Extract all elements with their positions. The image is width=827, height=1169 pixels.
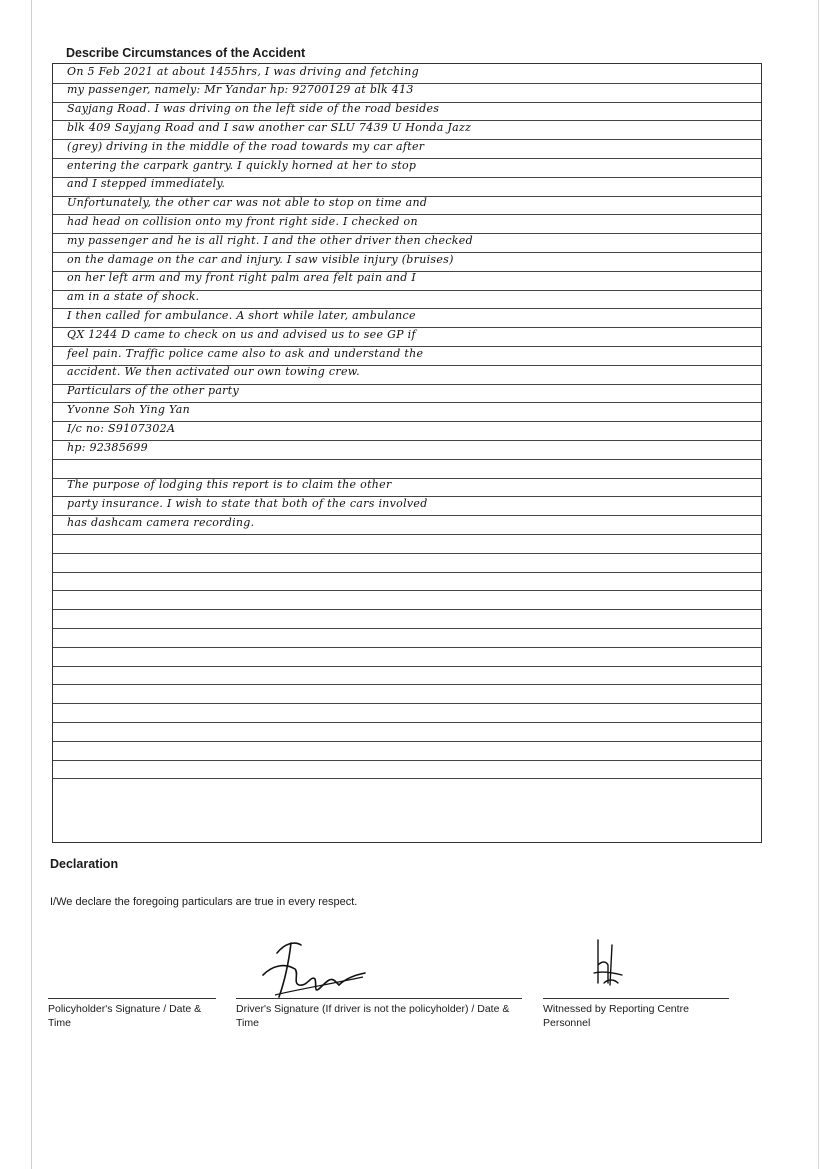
- statement-line: am in a state of shock.: [67, 290, 200, 303]
- statement-line: accident. We then activated our own towing crew.: [67, 365, 360, 378]
- policyholder-signature-line: [48, 998, 216, 999]
- circumstances-title: Describe Circumstances of the Accident: [66, 46, 306, 60]
- statement-line: Yvonne Soh Ying Yan: [67, 403, 190, 416]
- statement-line: my passenger and he is all right. I and the other driver then checked: [67, 234, 473, 247]
- witness-signature: [588, 935, 628, 995]
- statement-line: Sayjang Road. I was driving on the left side of the road besides: [67, 102, 440, 115]
- ruled-line: [53, 684, 761, 685]
- statement-line: and I stepped immediately.: [67, 177, 226, 190]
- ruled-line: [53, 628, 761, 629]
- statement-line: has dashcam camera recording.: [67, 516, 255, 529]
- ruled-line: [53, 722, 761, 723]
- driver-signature-label: Driver's Signature (If driver is not the policyholder) / Date & Time: [236, 1003, 510, 1029]
- statement-line: party insurance. I wish to state that both of the cars involved: [67, 497, 428, 510]
- statement-line: Particulars of the other party: [67, 384, 239, 397]
- ruled-line: [53, 553, 761, 554]
- witness-signature-label: Witnessed by Reporting Centre Personnel: [543, 1003, 689, 1029]
- statement-line: feel pain. Traffic police came also to ask and understand the: [67, 347, 424, 360]
- statement-line: on her left arm and my front right palm area felt pain and I: [67, 271, 417, 284]
- statement-line: QX 1244 D came to check on us and advised us to see GP if: [67, 328, 416, 341]
- driver-signature: [255, 935, 375, 1005]
- statement-line: had head on collision onto my front right side. I checked on: [67, 215, 418, 228]
- ruled-line: [53, 703, 761, 704]
- statement-line: On 5 Feb 2021 at about 1455hrs, I was driving and fetching: [67, 65, 419, 78]
- declaration-text: I/We declare the foregoing particulars are true in every respect.: [50, 896, 358, 908]
- statement-box: [52, 63, 762, 843]
- statement-line: I/c no: S9107302A: [67, 422, 176, 435]
- scan-edge: [818, 0, 819, 1169]
- ruled-line: [53, 778, 761, 779]
- ruled-line: [53, 572, 761, 573]
- statement-line: on the damage on the car and injury. I saw visible injury (bruises): [67, 253, 454, 266]
- declaration-title: Declaration: [50, 857, 119, 871]
- policyholder-signature-label: Policyholder's Signature / Date & Time: [48, 1003, 202, 1029]
- driver-signature-line: [236, 998, 522, 999]
- statement-line: I then called for ambulance. A short while later, ambulance: [67, 309, 416, 322]
- statement-line: (grey) driving in the middle of the road towards my car after: [67, 140, 425, 153]
- scan-edge: [31, 0, 32, 1169]
- statement-line: my passenger, namely: Mr Yandar hp: 92700129 at blk 413: [67, 83, 414, 96]
- ruled-line: [53, 590, 761, 591]
- statement-line: hp: 92385699: [67, 441, 148, 454]
- statement-line: Unfortunately, the other car was not able to stop on time and: [67, 196, 428, 209]
- statement-line: entering the carpark gantry. I quickly horned at her to stop: [67, 159, 417, 172]
- statement-line: blk 409 Sayjang Road and I saw another car SLU 7439 U Honda Jazz: [67, 121, 472, 134]
- statement-line: The purpose of lodging this report is to claim the other: [67, 478, 392, 491]
- ruled-line: [53, 741, 761, 742]
- witness-signature-line: [543, 998, 729, 999]
- ruled-line: [53, 534, 761, 535]
- ruled-line: [53, 760, 761, 761]
- ruled-line: [53, 666, 761, 667]
- ruled-line: [53, 609, 761, 610]
- ruled-line: [53, 459, 761, 460]
- ruled-line: [53, 647, 761, 648]
